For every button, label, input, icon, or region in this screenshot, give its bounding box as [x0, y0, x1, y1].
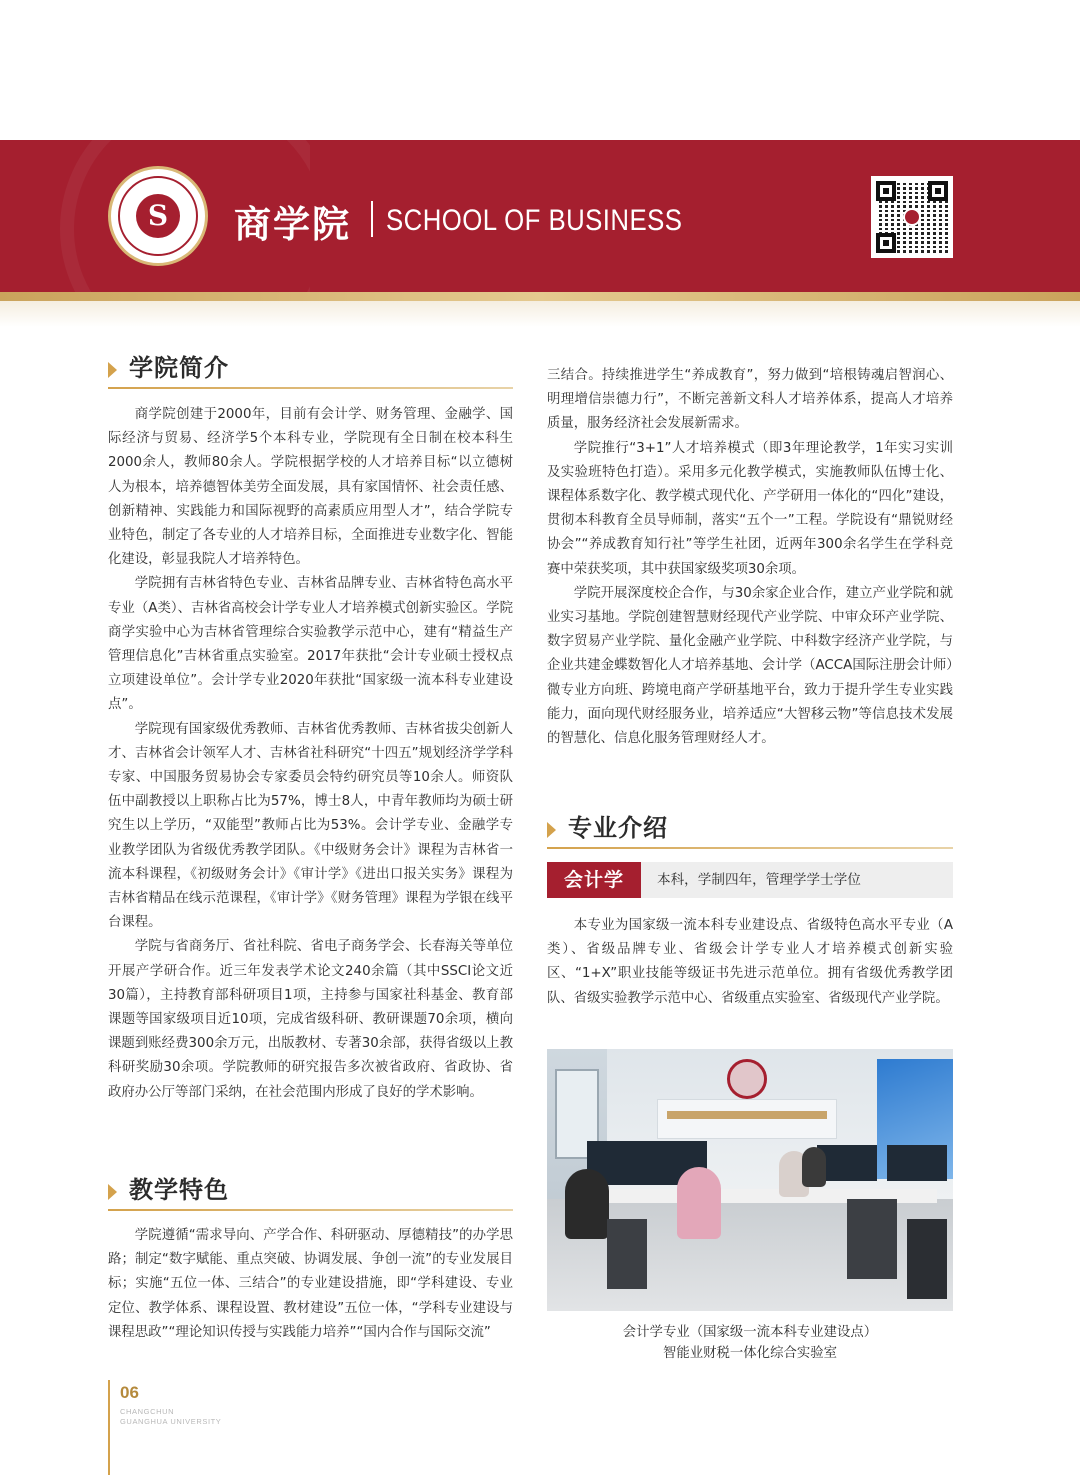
banner-gold-stripe	[0, 292, 1080, 301]
paragraph: 学院推行“3+1”人才培养模式（即3年理论教学，1年实习实训及实验班特色打造）。采用多元化教学模式，实施教师队伍博士化、课程体系数字化、教学模式现代化、产学研用一体化的“四化”建设，贯彻本科教育全员导师制，落实“五个一”工程。学院设有“鼎锐财经协会”“养成教育知行社”等学生社团，近两年300余名学生在学科竞赛中荣获奖项，其中获国家级奖项30余项。	[547, 440, 953, 577]
caption-line: 智能业财税一体化综合实验室	[662, 1346, 838, 1361]
qr-pattern	[876, 181, 948, 253]
photo-chair	[847, 1199, 897, 1279]
heading-rule	[547, 847, 953, 849]
footer-line: CHANGCHUN	[120, 1407, 175, 1416]
major-text	[547, 914, 953, 1011]
qr-finder	[928, 181, 948, 201]
photo-caption	[547, 1322, 953, 1364]
paragraph: 学院拥有吉林省特色专业、吉林省品牌专业、吉林省特色高水平专业（A类）、吉林省高校会计学专业人才培养模式创新实验区。学院商学实验中心为吉林省管理综合实验教学示范中心，建有“精益生产管理信息化”吉林省重点实验室。2017年获批“会计专业硕士授权点立项建设单位”。会计学专业2020年获批“国家级一流本科专业建设点”。	[108, 576, 513, 713]
caption-line: 会计学专业（国家级一流本科专业建设点）	[622, 1325, 878, 1340]
section-title: 教学特色	[129, 1176, 229, 1204]
heading-rule	[108, 1209, 513, 1211]
page-title: 商学院	[234, 203, 351, 246]
heading-arrow-icon	[108, 1184, 117, 1200]
photo-wall-logo	[727, 1059, 767, 1099]
paragraph: 三结合。持续推进学生“养成教育”，努力做到“培根铸魂启智润心、明理增信崇德力行”，不断完善新文科人才培养体系，提高人才培养质量，服务经济社会发展新需求。	[547, 368, 953, 432]
paragraph: 学院开展深度校企合作，与30余家企业合作，建立产业学院和就业实习基地。学院创建智慧财经现代产业学院、中审众环产业学院、数字贸易产业学院、量化金融产业学院、中科数字经济产业学院，与企业共建金蝶数智化人才培养基地、会计学（ACCA国际注册会计师）微专业方向班、跨境电商产学研基地平台，致力于提升学生专业实践能力，面向现代财经服务业，培养适应“大智移云物”等信息技术发展的智慧化、信息化服务管理财经人才。	[547, 585, 953, 747]
photo-chair	[607, 1219, 647, 1289]
paragraph: 学院与省商务厅、省社科院、省电子商务学会、长春海关等单位开展产学研合作。近三年发表学术论文240余篇（其中SSCI论文近30篇），主持教育部科研项目1项，主持参与国家社科基金、教育部课题等国家级项目近10项，完成省级科研、教研课题70余项，横向课题到账经费300余万元，出版教材、专著30余部，获得省级以上教科研奖励30余项。学院教师的研究报告多次被省政府、省政协、省政府办公厅等部门采纳，在社会范围内形成了良好的学术影响。	[108, 939, 513, 1100]
photo-sign-text	[667, 1111, 827, 1119]
major-header-bar	[547, 862, 953, 898]
qr-code[interactable]	[871, 176, 953, 258]
banner-shadow	[0, 301, 1080, 327]
qr-logo-icon	[903, 208, 921, 226]
footer-rule	[108, 1380, 110, 1475]
paragraph: 学院遵循“需求导向、产学合作、科研驱动、厚德精技”的办学思路；制定“数字赋能、重点突破、协调发展、争创一流”的专业发展目标；实施“五位一体、三结合”的专业建设措施，即“学科建设、专业定位、教学体系、课程设置、教材建设”五位一体，“学科专业建设与课程思政”“理论知识传授与实践能力培养”“国内合作与国际交流”	[108, 1228, 513, 1340]
paragraph: 商学院创建于2000年，目前有会计学、财务管理、金融学、国际经济与贸易、经济学5个本科专业，学院现有全日制在校本科生2000余人，教师80余人。学院根据学校的人才培养目标“以立德树人为根本，培养德智体美劳全面发展，具有家国情怀、社会责任感、创新精神、实践能力和国际视野的高素质应用型人才”，结合学院专业特色，制定了各专业的人才培养目标，全面推进专业数字化、智能化建设，彰显我院人才培养特色。	[108, 407, 513, 568]
heading-rule	[108, 387, 513, 389]
photo-student	[565, 1169, 609, 1239]
intro-text	[108, 403, 513, 1105]
major-name-label: 会计学	[547, 862, 641, 898]
university-seal-logo	[108, 166, 208, 266]
footer-university-name	[120, 1407, 221, 1427]
major-description: 本科，学制四年，管理学学士学位	[657, 872, 861, 888]
photo-monitor	[817, 1145, 877, 1181]
qr-finder	[876, 233, 896, 253]
section-heading-intro	[108, 348, 513, 394]
photo-pc-tower	[907, 1219, 947, 1299]
title-divider	[371, 201, 373, 237]
features-text	[108, 1224, 513, 1345]
seal-emblem-icon: S	[147, 199, 169, 232]
page-number: 06	[120, 1383, 139, 1402]
features-text-continued	[547, 364, 953, 751]
section-title: 专业介绍	[568, 814, 668, 842]
photo-monitor	[887, 1145, 947, 1181]
page-title-english: SCHOOL OF BUSINESS	[386, 204, 683, 237]
lab-photo	[547, 1049, 953, 1311]
section-title: 学院简介	[129, 354, 229, 382]
paragraph: 学院现有国家级优秀教师、吉林省优秀教师、吉林省拔尖创新人才、吉林省会计领军人才、吉林省社科研究“十四五”规划经济学学科专家、中国服务贸易协会专家委员会特约研究员等10余人。师资队伍中副教授以上职称占比为57%，博士8人，中青年教师均为硕士研究生以上学历，“双能型”教师占比为53%。会计学专业、金融学专业教学团队为省级优秀教学团队。《中级财务会计》课程为吉林省一流本科课程，《初级财务会计》《审计学》《进出口报关实务》课程为吉林省精品在线示范课程，《审计学》《财务管理》课程为学银在线平台课程。	[108, 721, 513, 931]
photo-banner-sign	[657, 1099, 837, 1139]
qr-finder	[876, 181, 896, 201]
heading-arrow-icon	[547, 822, 556, 838]
photo-student	[677, 1167, 721, 1239]
section-heading-features	[108, 1170, 513, 1216]
photo-student	[802, 1147, 826, 1187]
paragraph: 本专业为国家级一流本科专业建设点、省级特色高水平专业（A类）、省级品牌专业、省级会计学专业人才培养模式创新实验区、“1+X”职业技能等级证书先进示范单位。拥有省级优秀教学团队、省级实验教学示范中心、省级重点实验室、省级现代产业学院。	[547, 918, 953, 1006]
section-heading-majors	[547, 808, 953, 854]
heading-arrow-icon	[108, 362, 117, 378]
footer-line: GUANGHUA UNIVERSITY	[120, 1417, 222, 1426]
